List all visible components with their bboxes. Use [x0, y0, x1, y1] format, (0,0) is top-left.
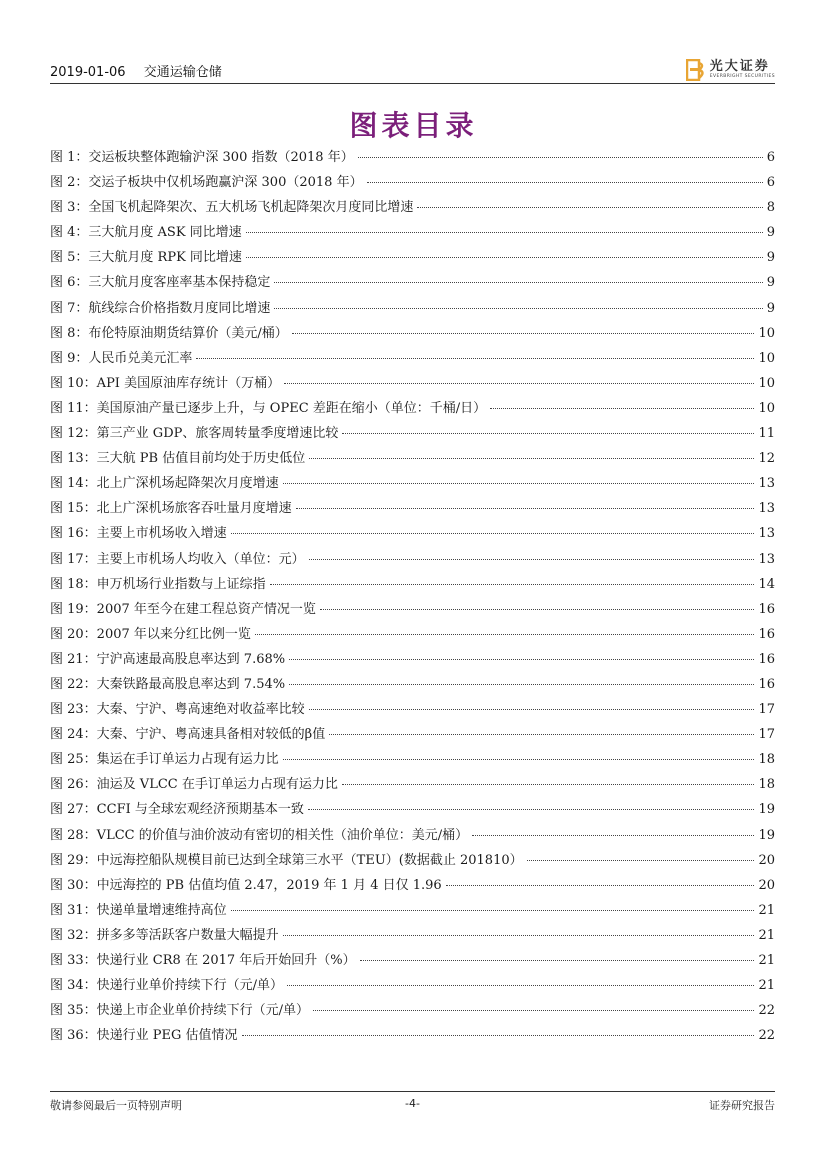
toc-entry-page: 11: [758, 426, 775, 442]
logo-english-name: EVERBRIGHT SECURITIES: [709, 74, 775, 80]
toc-entry-page: 20: [758, 877, 775, 893]
toc-entry-label: 图 21：宁沪高速最高股息率达到 7.68%: [50, 651, 286, 667]
page-title: 图表目录: [349, 109, 478, 142]
toc-entry-page: 6: [766, 175, 775, 191]
toc-entry-page: 10: [758, 375, 775, 391]
company-logo: [686, 59, 775, 81]
toc-dot-leader: [309, 708, 755, 710]
toc-entry-label: 图 1：交运板块整体跑输沪深 300 指数（2018 年）: [50, 150, 354, 165]
toc-entry-label: 图 15：北上广深机场旅客吞吐量月度增速: [50, 501, 292, 517]
toc-dot-leader: [274, 307, 762, 309]
toc-entry[interactable]: [50, 575, 775, 600]
toc-entry-label: 图 27：CCFI 与全球宏观经济预期基本一致: [50, 802, 304, 818]
toc-dot-leader: [231, 909, 755, 911]
toc-entry-label: 图 7：航线综合价格指数月度同比增速: [50, 300, 271, 316]
toc-entry-label: 图 6：三大航月度客座率基本保持稳定: [50, 275, 271, 291]
toc-entry-label: 图 12：第三产业 GDP、旅客周转量季度增速比较: [50, 426, 339, 442]
toc-entry-label: 图 32：拼多多等活跃客户数量大幅提升: [50, 927, 279, 943]
toc-entry-page: 9: [766, 225, 775, 241]
toc-entry-label: 图 18：申万机场行业指数与上证综指: [50, 576, 266, 592]
toc-entry[interactable]: [50, 424, 775, 449]
page-footer: [50, 1097, 775, 1115]
toc-entry-page: 13: [758, 501, 775, 517]
toc-entry-label: 图 13：三大航 PB 估值目前均处于历史低位: [50, 451, 306, 467]
toc-entry-page: 17: [758, 702, 775, 718]
toc-entry-page: 22: [758, 1003, 775, 1019]
toc-entry-page: 21: [758, 978, 775, 994]
toc-dot-leader: [417, 206, 762, 208]
toc-entry-page: 16: [758, 676, 775, 692]
toc-dot-leader: [289, 658, 754, 660]
toc-entry-page: 16: [758, 626, 775, 642]
logo-chinese-name: 光大证券: [709, 59, 770, 75]
toc-entry-page: 16: [758, 601, 775, 617]
toc-dot-leader: [289, 683, 754, 685]
toc-dot-leader: [242, 1034, 755, 1036]
toc-entry[interactable]: [50, 1001, 775, 1026]
toc-dot-leader: [246, 231, 763, 233]
toc-entry-page: 21: [758, 927, 775, 943]
toc-entry-page: 12: [758, 451, 775, 467]
toc-entry-label: 图 11：美国原油产量已逐步上升，与 OPEC 差距在缩小（单位：千桶/日）: [50, 400, 487, 416]
toc-entry[interactable]: [50, 474, 775, 499]
toc-entry[interactable]: [50, 148, 775, 173]
toc-entry-label: 图 35：快递上市企业单价持续下行（元/单）: [50, 1003, 310, 1019]
toc-dot-leader: [329, 733, 754, 735]
toc-entry-label: 图 34：快递行业单价持续下行（元/单）: [50, 978, 284, 994]
toc-entry-page: 20: [758, 852, 775, 868]
toc-entry[interactable]: [50, 248, 775, 273]
toc-entry-label: 图 29：中远海控船队规模目前已达到全球第三水平（TEU）(数据截止 201810）: [50, 852, 523, 868]
toc-entry[interactable]: [50, 374, 775, 399]
toc-entry[interactable]: [50, 173, 775, 198]
toc-dot-leader: [255, 633, 755, 635]
toc-entry[interactable]: [50, 550, 775, 575]
toc-entry[interactable]: [50, 675, 775, 700]
logo-mark-icon: [686, 59, 706, 81]
toc-dot-leader: [283, 934, 755, 936]
toc-entry[interactable]: [50, 976, 775, 1001]
toc-entry-label: 图 2：交运子板块中仅机场跑赢沪深 300（2018 年）: [50, 175, 363, 191]
toc-entry-label: 图 9：人民币兑美元汇率: [50, 350, 193, 366]
toc-entry-label: 图 22：大秦铁路最高股息率达到 7.54%: [50, 676, 286, 692]
report-sector: 交通运输仓储: [143, 65, 222, 80]
toc-entry-label: 图 14：北上广深机场起降架次月度增速: [50, 476, 279, 492]
toc-entry[interactable]: [50, 299, 775, 324]
toc-entry-page: 21: [758, 902, 775, 918]
toc-entry-label: 图 17：主要上市机场人均收入（单位：元）: [50, 551, 305, 567]
toc-entry-label: 图 3：全国飞机起降架次、五大机场飞机起降架次月度同比增速: [50, 200, 414, 216]
toc-dot-leader: [283, 482, 755, 484]
toc-dot-leader: [196, 357, 754, 359]
toc-entry-page: 9: [766, 275, 775, 291]
toc-entry-page: 18: [758, 752, 775, 768]
toc-entry-page: 14: [758, 576, 775, 592]
toc-entry-page: 13: [758, 551, 775, 567]
toc-entry-label: 图 25：集运在手订单运力占现有运力比: [50, 752, 279, 768]
toc-entry[interactable]: [50, 901, 775, 926]
toc-entry-label: 图 24：大秦、宁沪、粤高速具备相对较低的β值: [50, 727, 326, 743]
toc-dot-leader: [342, 783, 755, 785]
toc-entry[interactable]: [50, 1026, 775, 1051]
toc-entry[interactable]: [50, 826, 775, 851]
toc-dot-leader: [367, 181, 763, 183]
toc-entry[interactable]: [50, 449, 775, 474]
toc-entry-label: 图 30：中远海控的 PB 估值均值 2.47，2019 年 1 月 4 日仅 1.96: [50, 877, 442, 893]
toc-dot-leader: [358, 156, 763, 158]
toc-entry-page: 10: [758, 325, 775, 341]
toc-entry-page: 8: [766, 200, 775, 216]
toc-entry-page: 9: [766, 300, 775, 316]
toc-entry-page: 10: [758, 400, 775, 416]
toc-entry-page: 19: [758, 802, 775, 818]
toc-entry[interactable]: [50, 273, 775, 298]
toc-dot-leader: [270, 583, 755, 585]
toc-entry[interactable]: [50, 324, 775, 349]
toc-entry[interactable]: [50, 775, 775, 800]
toc-entry-page: 22: [758, 1028, 775, 1044]
toc-entry[interactable]: [50, 700, 775, 725]
toc-entry-label: 图 10：API 美国原油库存统计（万桶）: [50, 375, 281, 391]
toc-dot-leader: [287, 984, 754, 986]
toc-entry-label: 图 33：快递行业 CR8 在 2017 年后开始回升（%）: [50, 953, 356, 968]
toc-entry[interactable]: [50, 223, 775, 248]
toc-entry-page: 6: [766, 150, 775, 165]
toc-dot-leader: [283, 758, 755, 760]
toc-dot-leader: [320, 608, 755, 610]
footer-divider: [50, 1091, 775, 1092]
toc-entry[interactable]: [50, 725, 775, 750]
toc-dot-leader: [292, 332, 755, 334]
toc-entry[interactable]: [50, 524, 775, 549]
toc-entry-page: 17: [758, 727, 775, 743]
toc-entry-label: 图 20：2007 年以来分红比例一览: [50, 626, 251, 642]
toc-dot-leader: [274, 281, 762, 283]
toc-dot-leader: [472, 834, 754, 836]
toc-entry[interactable]: [50, 399, 775, 424]
toc-dot-leader: [246, 256, 763, 258]
toc-entry-page: 19: [758, 827, 775, 843]
toc-entry-label: 图 4：三大航月度 ASK 同比增速: [50, 225, 242, 241]
toc-entry[interactable]: [50, 650, 775, 675]
toc-entry-label: 图 8：布伦特原油期货结算价（美元/桶）: [50, 325, 288, 341]
toc-entry-label: 图 5：三大航月度 RPK 同比增速: [50, 250, 242, 266]
toc-entry-label: 图 23：大秦、宁沪、粤高速绝对收益率比较: [50, 702, 305, 718]
toc-entry-page: 9: [766, 250, 775, 266]
toc-entry[interactable]: [50, 926, 775, 951]
toc-dot-leader: [313, 1009, 754, 1011]
report-date: 2019-01-06: [50, 65, 126, 80]
header-meta: [50, 61, 222, 80]
toc-entry-page: 13: [758, 476, 775, 492]
toc-entry-page: 16: [758, 651, 775, 667]
page-header: [50, 48, 775, 84]
toc-entry[interactable]: [50, 951, 775, 976]
page-number: -4-: [405, 1097, 420, 1110]
toc-dot-leader: [296, 507, 755, 509]
toc-entry-page: 13: [758, 526, 775, 542]
toc-entry-page: 21: [758, 953, 775, 968]
toc-dot-leader: [360, 959, 755, 961]
toc-entry-label: 图 26：油运及 VLCC 在手订单运力占现有运力比: [50, 777, 338, 793]
toc-entry[interactable]: [50, 499, 775, 524]
toc-entry[interactable]: [50, 198, 775, 223]
toc-entry-label: 图 36：快递行业 PEG 估值情况: [50, 1028, 238, 1044]
toc-dot-leader: [309, 558, 755, 560]
toc-dot-leader: [231, 532, 755, 534]
toc-dot-leader: [527, 859, 755, 861]
toc-dot-leader: [308, 808, 755, 810]
toc-entry-label: 图 31：快递单量增速维持高位: [50, 902, 227, 918]
figure-list: [50, 148, 775, 1051]
toc-entry[interactable]: [50, 876, 775, 901]
toc-entry-label: 图 16：主要上市机场收入增速: [50, 526, 227, 542]
toc-entry[interactable]: [50, 600, 775, 625]
toc-dot-leader: [490, 407, 754, 409]
toc-entry-label: 图 19：2007 年至今在建工程总资产情况一览: [50, 601, 316, 617]
toc-dot-leader: [284, 382, 754, 384]
toc-entry[interactable]: [50, 625, 775, 650]
header-divider: [50, 83, 775, 84]
toc-dot-leader: [446, 884, 755, 886]
toc-entry-page: 18: [758, 777, 775, 793]
footer-report-type: 证券研究报告: [709, 1099, 775, 1112]
toc-dot-leader: [342, 432, 754, 434]
footer-disclaimer: 敬请参阅最后一页特别声明: [50, 1099, 182, 1112]
toc-entry[interactable]: [50, 349, 775, 374]
toc-entry-label: 图 28：VLCC 的价值与油价波动有密切的相关性（油价单位：美元/桶）: [50, 827, 469, 843]
toc-entry-page: 10: [758, 350, 775, 366]
toc-entry[interactable]: [50, 800, 775, 825]
toc-dot-leader: [309, 457, 754, 459]
toc-entry[interactable]: [50, 851, 775, 876]
toc-entry[interactable]: [50, 750, 775, 775]
